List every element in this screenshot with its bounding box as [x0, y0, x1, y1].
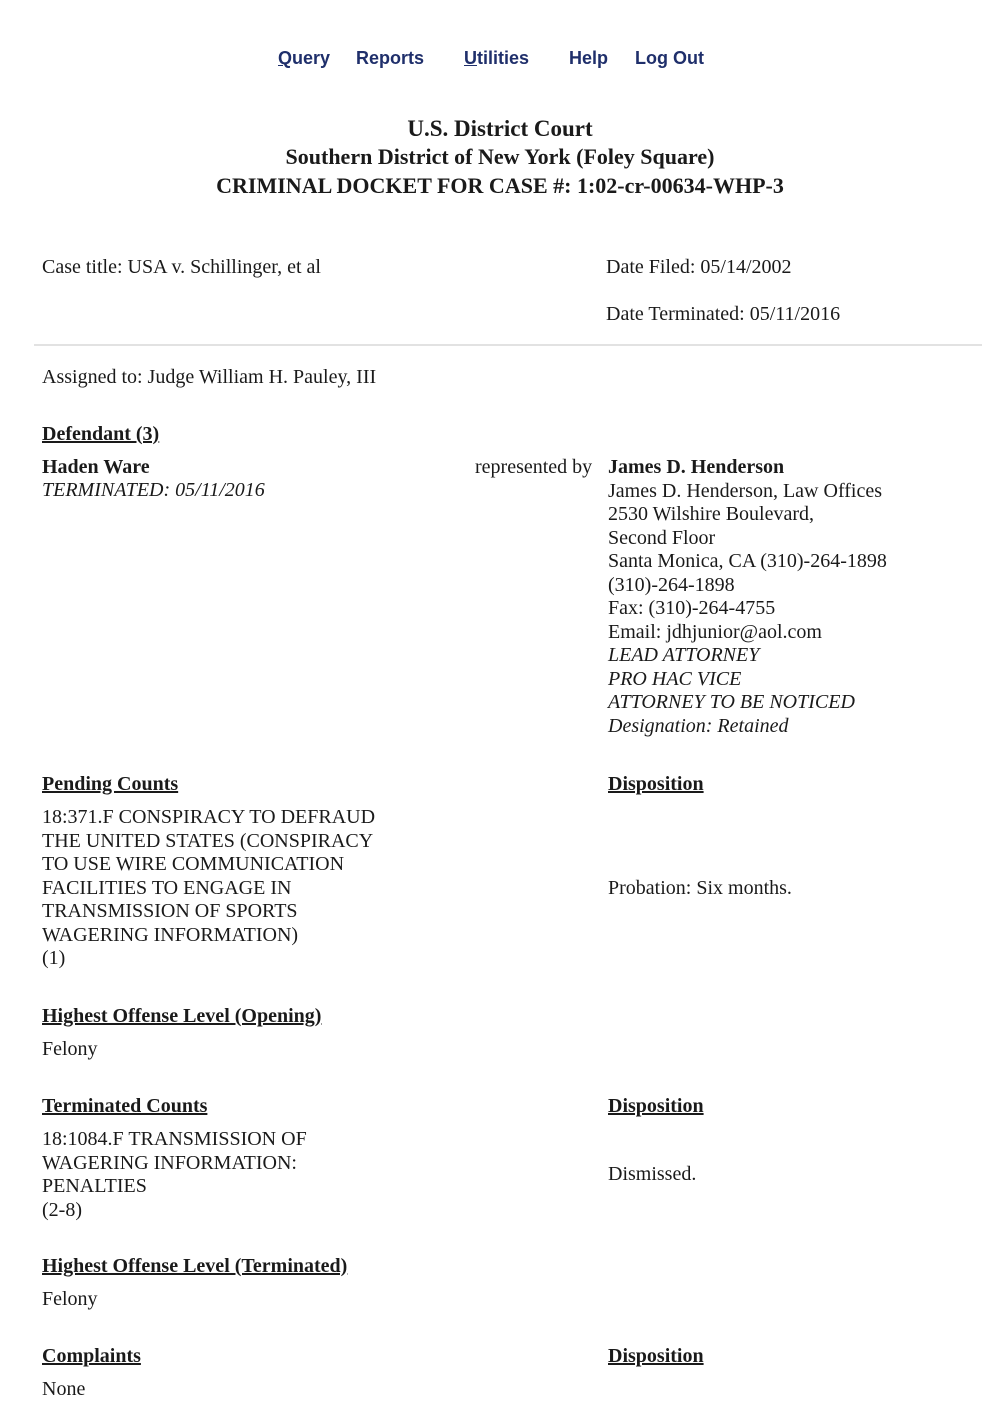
highest-offense-terminated-heading[interactable]: Highest Offense Level (Terminated): [42, 1255, 348, 1277]
attorney-fax: Fax: (310)-264-4755: [608, 597, 776, 619]
top-nav: [0, 48, 1000, 72]
highest-offense-opening-heading[interactable]: Highest Offense Level (Opening): [42, 1005, 322, 1027]
count-line: 18:371.F CONSPIRACY TO DEFRAUD: [42, 806, 376, 828]
attorney-designation: PRO HAC VICE: [608, 667, 742, 690]
nav-reports-link[interactable]: Reports: [356, 48, 425, 68]
date-terminated: Date Terminated: 05/11/2016: [606, 303, 841, 325]
nav-logout-link[interactable]: Log Out: [635, 48, 704, 68]
count-line: THE UNITED STATES (CONSPIRACY: [42, 829, 374, 852]
date-filed: Date Filed: 05/14/2002: [606, 256, 792, 278]
terminated-disposition: Dismissed.: [608, 1163, 697, 1185]
complaints-heading[interactable]: Complaints: [42, 1345, 141, 1367]
case-title: Case title: USA v. Schillinger, et al: [42, 256, 321, 278]
attorney-address-line: Santa Monica, CA (310)-264-1898: [608, 550, 887, 572]
count-line: 18:1084.F TRANSMISSION OF: [42, 1128, 307, 1150]
terminated-disposition-heading[interactable]: Disposition: [608, 1095, 704, 1117]
nav-help-link[interactable]: Help: [569, 48, 609, 68]
attorney-designation: Designation: Retained: [608, 714, 789, 737]
attorney-address-line: 2530 Wilshire Boulevard,: [608, 503, 815, 525]
nav-utilities-link[interactable]: Utilities: [464, 48, 530, 68]
pending-disposition: Probation: Six months.: [608, 877, 792, 899]
attorney-designation: ATTORNEY TO BE NOTICED: [608, 691, 855, 713]
count-number: (1): [42, 947, 66, 969]
defendant-name: Haden Ware: [42, 456, 150, 478]
count-line: TRANSMISSION OF SPORTS: [42, 900, 298, 922]
complaints-disposition-heading[interactable]: Disposition: [608, 1345, 704, 1367]
highest-offense-terminated-value: Felony: [42, 1288, 98, 1310]
count-line: WAGERING INFORMATION:: [42, 1151, 297, 1174]
terminated-count-text: [42, 1128, 307, 1222]
attorney-email: Email: jdhjunior@aol.com: [608, 620, 822, 643]
assigned-judge: Assigned to: Judge William H. Pauley, III: [42, 366, 377, 388]
attorney-firm: James D. Henderson, Law Offices: [608, 479, 882, 502]
attorney-phone: (310)-264-1898: [608, 573, 735, 596]
docket-title: CRIMINAL DOCKET FOR CASE #: 1:02-cr-00634-WHP-3: [216, 173, 784, 198]
pending-disposition-heading[interactable]: Disposition: [608, 773, 704, 795]
count-line: TO USE WIRE COMMUNICATION: [42, 853, 345, 875]
represented-by-label: represented by: [475, 456, 593, 478]
count-line: WAGERING INFORMATION): [42, 923, 299, 946]
divider: [34, 344, 982, 346]
nav-query-link[interactable]: Query: [278, 48, 331, 68]
pending-count-text: [42, 806, 375, 971]
attorney-address-line: Second Floor: [608, 526, 716, 549]
attorney-block: [608, 456, 887, 738]
defendant-heading[interactable]: Defendant (3): [42, 423, 160, 445]
attorney-name: James D. Henderson: [608, 456, 785, 478]
count-line: PENALTIES: [42, 1175, 147, 1197]
court-name: U.S. District Court: [407, 116, 593, 141]
terminated-counts-heading[interactable]: Terminated Counts: [42, 1095, 208, 1117]
complaints-value: None: [42, 1378, 86, 1400]
attorney-designation: LEAD ATTORNEY: [608, 644, 760, 666]
count-number: (2-8): [42, 1198, 82, 1221]
count-line: FACILITIES TO ENGAGE IN: [42, 876, 292, 899]
pending-counts-heading[interactable]: Pending Counts: [42, 773, 179, 795]
highest-offense-opening-value: Felony: [42, 1038, 98, 1060]
district-name: Southern District of New York (Foley Square): [285, 144, 715, 169]
defendant-status: TERMINATED: 05/11/2016: [42, 479, 265, 501]
